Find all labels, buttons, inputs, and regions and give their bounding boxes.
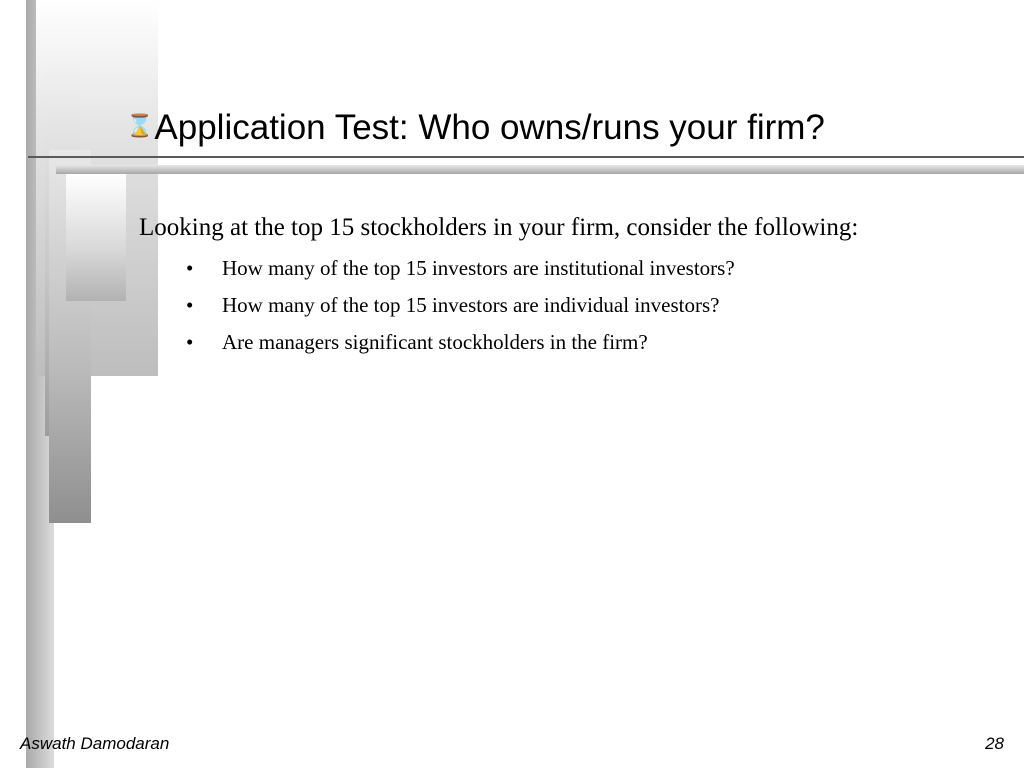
bullet-marker: •: [186, 330, 194, 354]
slide-title-text: Application Test: Who owns/runs your firm?: [154, 108, 825, 147]
bullet-item: [186, 291, 735, 328]
slide-title: [126, 104, 825, 150]
bullet-text: How many of the top 15 investors are individual investors?: [222, 293, 720, 317]
bullet-text: Are managers significant stockholders in the firm?: [222, 330, 648, 354]
hourglass-icon: ⌛: [126, 113, 154, 138]
page-number: 28: [985, 734, 1004, 753]
bullet-item: [186, 254, 735, 291]
title-divider: [28, 156, 1024, 158]
bullet-marker: •: [186, 293, 194, 317]
footer-author: Aswath Damodaran: [20, 734, 170, 753]
decorative-bar: [66, 174, 126, 301]
title-underline-bar: [56, 165, 1024, 174]
bullet-list: [186, 254, 735, 365]
bullet-text: How many of the top 15 investors are institutional investors?: [222, 256, 735, 280]
intro-text: Looking at the top 15 stockholders in your firm, consider the following:: [139, 214, 859, 241]
bullet-item: [186, 328, 735, 365]
bullet-marker: •: [186, 256, 194, 280]
